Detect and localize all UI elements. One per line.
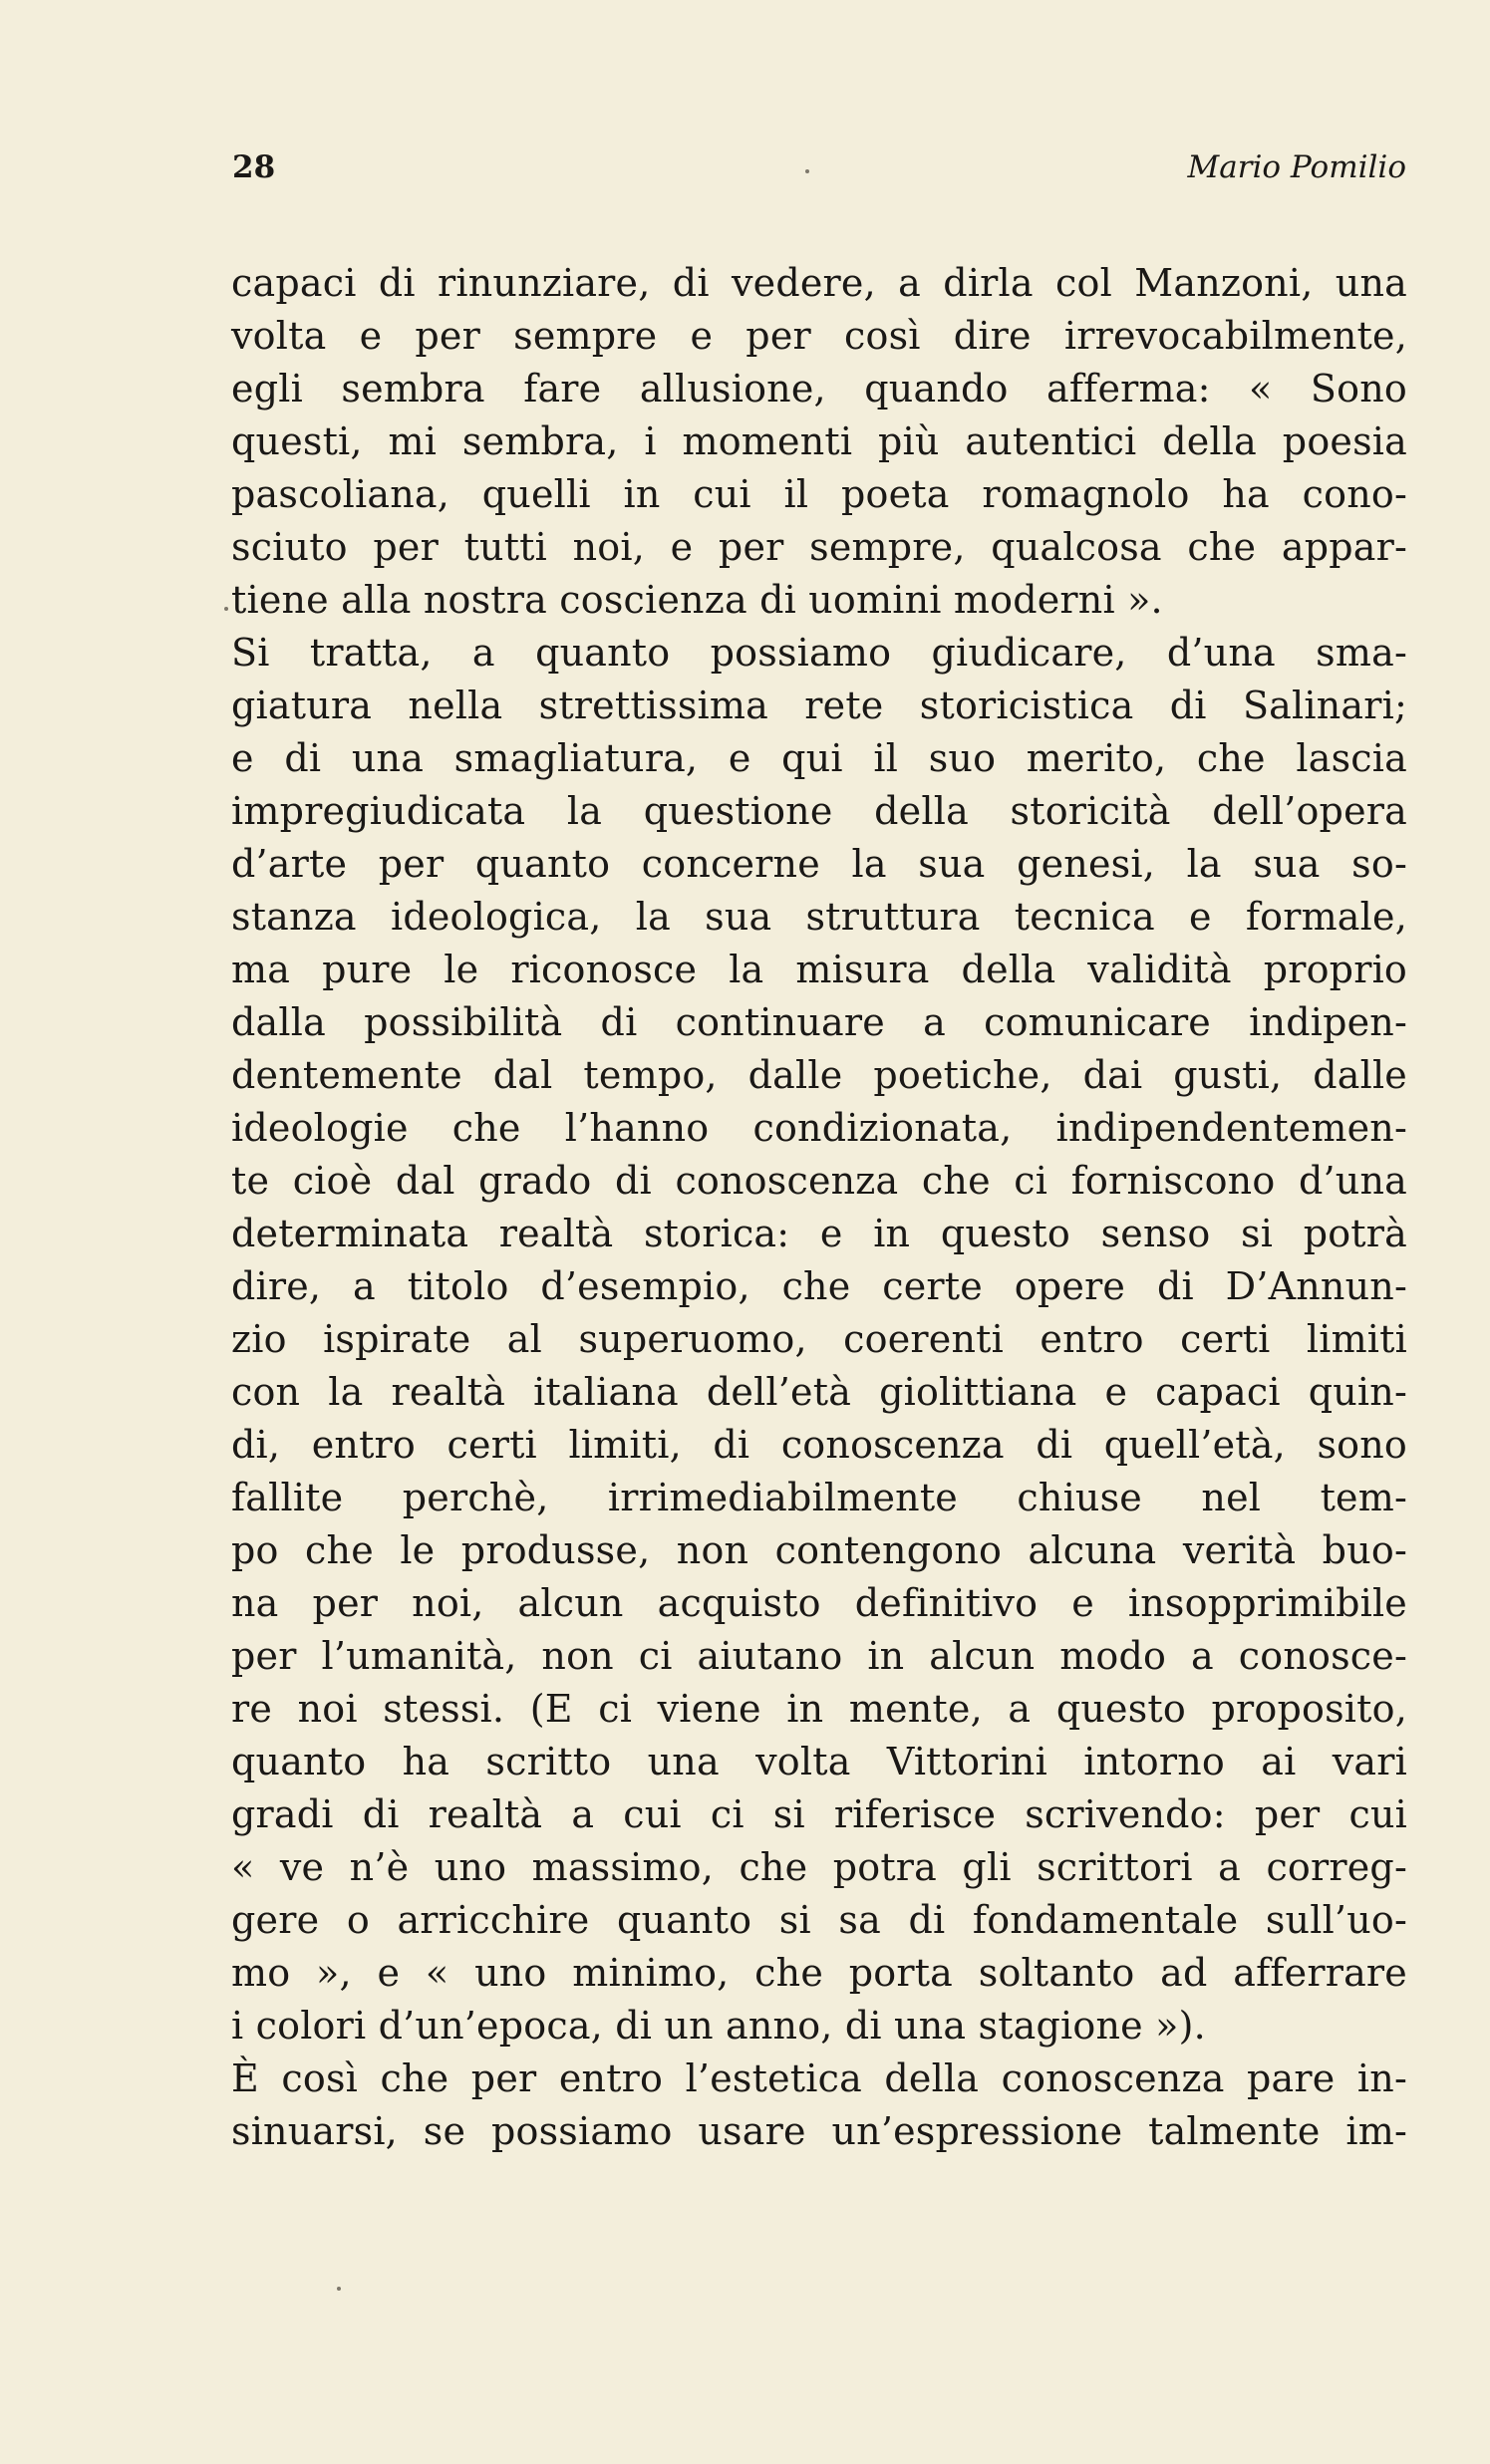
text-line: gradi di realtà a cui ci si riferisce scrivendo: per cui xyxy=(231,1792,1407,1836)
text-line: e di una smagliatura, e qui il suo merito, che lascia xyxy=(231,736,1407,780)
running-head xyxy=(232,149,1406,199)
text-line: quanto ha scritto una volta Vittorini intorno ai vari xyxy=(231,1740,1407,1783)
text-line: zio ispirate al superuomo, coerenti entro certi limiti xyxy=(231,1317,1407,1361)
text-line: sciuto per tutti noi, e per sempre, qualcosa che appar- xyxy=(231,525,1407,569)
text-line: sinuarsi, se possiamo usare un’espressione talmente im- xyxy=(231,2109,1407,2153)
text-line: re noi stessi. (E ci viene in mente, a questo proposito, xyxy=(231,1687,1407,1731)
text-line: È così che per entro l’estetica della conoscenza pare in- xyxy=(231,2056,1407,2100)
text-line: volta e per sempre e per così dire irrevocabilmente, xyxy=(231,314,1407,358)
paper-speck xyxy=(224,607,228,611)
text-line: stanza ideologica, la sua struttura tecnica e formale, xyxy=(231,895,1407,939)
text-line: Si tratta, a quanto possiamo giudicare, d’una sma- xyxy=(231,631,1407,675)
text-line: d’arte per quanto concerne la sua genesi, la sua so- xyxy=(231,842,1407,886)
body-text xyxy=(231,257,1407,2158)
text-line: ideologie che l’hanno condizionata, indipendentemen- xyxy=(231,1106,1407,1150)
text-line: dire, a titolo d’esempio, che certe opere di D’Annun- xyxy=(231,1264,1407,1308)
text-line: determinata realtà storica: e in questo senso si potrà xyxy=(231,1212,1407,1255)
text-line: mo », e « uno minimo, che porta soltanto ad afferrare xyxy=(231,1951,1407,1995)
running-head-author: Mario Pomilio xyxy=(1187,149,1406,185)
text-line: « ve n’è uno massimo, che potra gli scrittori a correg- xyxy=(231,1845,1407,1889)
text-line: gere o arricchire quanto si sa di fondamentale sull’uo- xyxy=(231,1898,1407,1942)
text-line: fallite perchè, irrimediabilmente chiuse nel tem- xyxy=(231,1476,1407,1519)
text-line: capaci di rinunziare, di vedere, a dirla col Manzoni, una xyxy=(231,261,1407,305)
text-line: ma pure le riconosce la misura della validità proprio xyxy=(231,948,1407,991)
text-line: i colori d’un’epoca, di un anno, di una stagione »). xyxy=(231,2004,1206,2048)
text-line: na per noi, alcun acquisto definitivo e insopprimibile xyxy=(231,1581,1407,1625)
text-line: po che le produsse, non contengono alcuna verità buo- xyxy=(231,1528,1407,1572)
text-line: giatura nella strettissima rete storicistica di Salinari; xyxy=(231,684,1407,727)
text-line: per l’umanità, non ci aiutano in alcun modo a conosce- xyxy=(231,1634,1407,1678)
page-number: 28 xyxy=(232,149,276,185)
text-line: tiene alla nostra coscienza di uomini moderni ». xyxy=(231,578,1163,622)
text-line: questi, mi sembra, i momenti più autentici della poesia xyxy=(231,419,1407,463)
paper-speck xyxy=(805,169,809,173)
paper-speck xyxy=(337,2287,341,2291)
text-line: pascoliana, quelli in cui il poeta romagnolo ha cono- xyxy=(231,472,1407,516)
text-line: egli sembra fare allusione, quando afferma: « Sono xyxy=(231,367,1407,411)
text-line: con la realtà italiana dell’età giolittiana e capaci quin- xyxy=(231,1370,1407,1414)
text-line: dalla possibilità di continuare a comunicare indipen- xyxy=(231,1000,1407,1044)
text-line: impregiudicata la questione della storicità dell’opera xyxy=(231,789,1407,833)
text-line: te cioè dal grado di conoscenza che ci forniscono d’una xyxy=(231,1159,1407,1203)
text-line: dentemente dal tempo, dalle poetiche, dai gusti, dalle xyxy=(231,1053,1407,1097)
text-line: di, entro certi limiti, di conoscenza di quell’età, sono xyxy=(231,1423,1407,1467)
